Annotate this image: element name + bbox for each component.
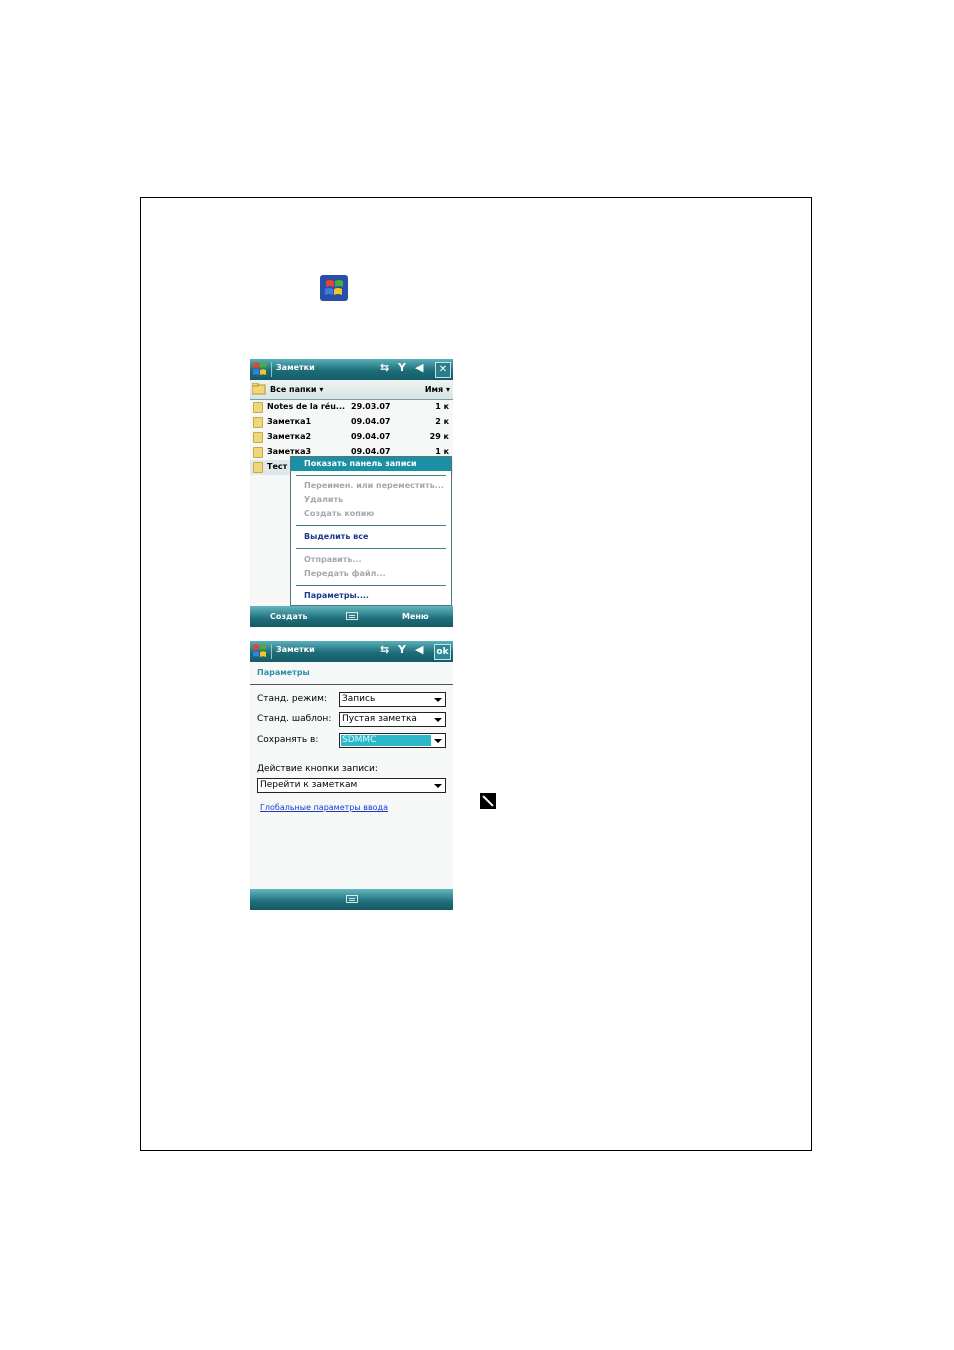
signal-off-icon[interactable]: Y	[398, 361, 406, 374]
title-bar	[250, 359, 453, 380]
app-title: Заметки	[276, 645, 315, 654]
folder-dropdown-label: Все папки	[270, 385, 317, 394]
signal-off-icon[interactable]: Y	[398, 643, 406, 656]
file-name: Тест	[267, 462, 288, 471]
folder-dropdown[interactable]	[270, 385, 323, 394]
softkey-menu[interactable]: Меню	[402, 612, 429, 621]
dropdown-arrow-icon	[434, 718, 442, 722]
notes-list-screen	[250, 359, 453, 627]
menu-divider	[296, 548, 446, 549]
default-template-label: Станд. шаблон:	[257, 714, 332, 724]
menu-item-show-record-panel[interactable]: Показать панель записи	[291, 457, 451, 471]
folder-icon	[252, 383, 266, 395]
note-icon	[253, 402, 263, 413]
list-item[interactable]	[250, 400, 453, 415]
save-to-label: Сохранять в:	[257, 735, 319, 745]
connectivity-icon[interactable]: ⇆	[380, 643, 390, 656]
menu-item-transfer-file[interactable]: Передать файл...	[304, 569, 386, 578]
note-icon	[253, 432, 263, 443]
note-icon	[253, 462, 263, 473]
title-bar	[250, 641, 453, 662]
file-name: Notes de la réu...	[267, 402, 346, 411]
menu-divider	[296, 525, 446, 526]
app-title: Заметки	[276, 363, 315, 372]
start-menu-icon[interactable]	[252, 361, 268, 377]
dropdown-arrow-icon	[434, 739, 442, 743]
file-date: 09.04.07	[351, 432, 391, 441]
softkey-bar	[250, 606, 453, 627]
global-input-options-link[interactable]: Глобальные параметры ввода	[260, 803, 388, 812]
softkey-create[interactable]: Создать	[270, 612, 308, 621]
start-menu-icon[interactable]	[252, 643, 268, 659]
folder-bar	[250, 380, 453, 400]
list-item[interactable]	[250, 415, 453, 430]
dropdown-arrow-icon	[434, 698, 442, 702]
file-name: Заметка1	[267, 417, 312, 426]
windows-start-icon	[320, 275, 348, 301]
notes-options-screen	[250, 641, 453, 910]
page-title: Параметры	[257, 668, 310, 677]
volume-muted-icon[interactable]: ◀	[415, 643, 424, 656]
chevron-down-icon: ▾	[445, 385, 450, 394]
file-size: 1 к	[435, 447, 449, 456]
ok-button[interactable]: ok	[434, 644, 451, 660]
sort-dropdown-label: Имя	[424, 385, 444, 394]
close-icon[interactable]: ✕	[435, 362, 451, 378]
select-value: Перейти к заметкам	[260, 780, 358, 790]
dropdown-arrow-icon	[434, 784, 442, 788]
connectivity-icon[interactable]: ⇆	[380, 361, 390, 374]
keyboard-icon[interactable]	[346, 895, 358, 903]
list-item[interactable]	[250, 430, 453, 445]
keyboard-icon[interactable]	[346, 612, 358, 620]
menu-divider	[296, 585, 446, 586]
menu-item-create-copy[interactable]: Создать копию	[304, 509, 375, 518]
title-separator	[271, 644, 272, 659]
save-to-select[interactable]	[339, 733, 446, 748]
file-size: 1 к	[435, 402, 449, 411]
file-name: Заметка2	[267, 432, 312, 441]
context-menu	[290, 456, 452, 606]
file-size: 2 к	[435, 417, 449, 426]
select-value: SDMMC	[341, 735, 431, 746]
file-name: Заметка3	[267, 447, 312, 456]
file-size: 29 к	[429, 432, 449, 441]
record-button-label: Действие кнопки записи:	[257, 764, 378, 774]
record-button-select[interactable]	[257, 778, 446, 793]
note-icon	[253, 447, 263, 458]
default-template-select[interactable]	[339, 712, 446, 727]
menu-item-send[interactable]: Отправить...	[304, 555, 362, 564]
menu-divider	[296, 475, 446, 476]
page-frame	[140, 197, 812, 1151]
file-date: 09.04.07	[351, 417, 391, 426]
default-mode-select[interactable]	[339, 692, 446, 707]
title-separator	[271, 362, 272, 377]
pen-icon	[480, 793, 496, 809]
select-value: Запись	[342, 694, 376, 704]
menu-item-select-all[interactable]: Выделить все	[304, 532, 369, 541]
note-icon	[253, 417, 263, 428]
chevron-down-icon: ▾	[319, 385, 324, 394]
sort-dropdown[interactable]	[425, 385, 450, 394]
default-mode-label: Станд. режим:	[257, 694, 327, 704]
menu-item-rename-move[interactable]: Переимен. или переместить...	[304, 481, 444, 490]
file-date: 29.03.07	[351, 402, 391, 411]
file-date: 09.04.07	[351, 447, 391, 456]
heading-divider	[250, 684, 453, 685]
menu-item-delete[interactable]: Удалить	[304, 495, 344, 504]
volume-muted-icon[interactable]: ◀	[415, 361, 424, 374]
softkey-bar	[250, 889, 453, 910]
menu-item-options[interactable]: Параметры....	[304, 591, 369, 600]
select-value: Пустая заметка	[342, 714, 417, 724]
